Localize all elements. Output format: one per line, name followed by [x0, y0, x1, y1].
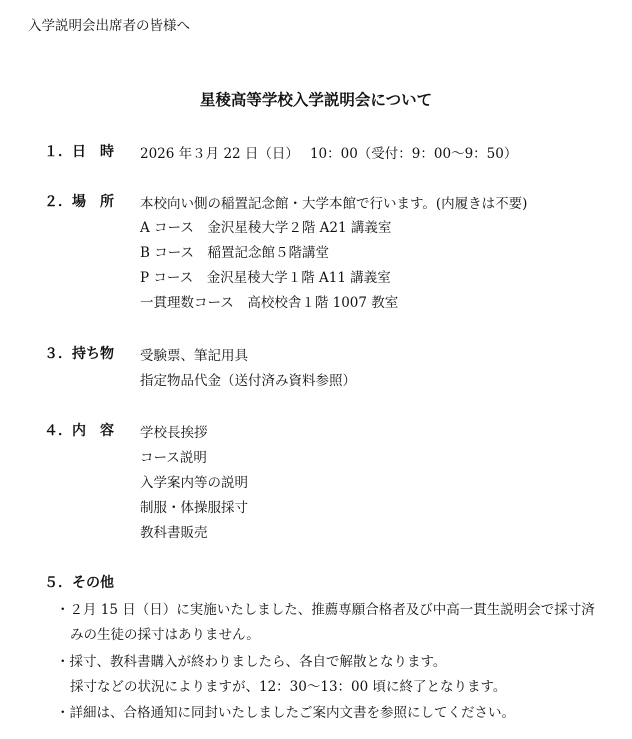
datetime-value: 2026 年３月 22 日（日） 10：00（受付：9：00〜9：50） [140, 146, 518, 162]
contents-line: 教科書販売 [140, 525, 208, 541]
section-heading-contents: ４．内 容 [44, 423, 114, 439]
section-heading-belongings: ３．持ち物 [44, 346, 114, 362]
place-line: 本校向い側の稲置記念館・大学本館で行います。(内履きは不要) [140, 196, 528, 212]
contents-line: コース説明 [140, 450, 207, 466]
other-bullet: ・採寸、教科書購入が終わりましたら、各自で解散となります。 [56, 654, 447, 670]
other-bullet-continuation: みの生徒の採寸はありません。 [70, 627, 260, 643]
contents-line: 学校長挨拶 [140, 425, 208, 441]
place-line: P コース 金沢星稜大学１階 A11 講義室 [140, 270, 391, 286]
section-heading-other: ５．その他 [44, 575, 114, 591]
belongings-line: 指定物品代金（送付済み資料参照） [140, 373, 356, 389]
other-bullet: ・詳細は、合格通知に同封いたしましたご案内文書を参照にしてください。 [56, 705, 515, 721]
place-line: A コース 金沢星稜大学２階 A21 講義室 [140, 220, 392, 236]
contents-line: 入学案内等の説明 [140, 475, 248, 491]
other-bullet-continuation: 採寸などの状況によりますが、12：30〜13：00 頃に終了となります。 [70, 679, 507, 695]
section-heading-place: ２．場 所 [44, 194, 114, 210]
section-heading-datetime: １．日 時 [44, 144, 114, 160]
contents-line: 制服・体操服採寸 [140, 500, 248, 516]
addressee: 入学説明会出席者の皆様へ [28, 18, 190, 34]
other-bullet: ・２月 15 日（日）に実施いたしました、推薦専願合格者及び中高一貫生説明会で採寸済 [56, 602, 595, 618]
document-title: 星稜高等学校入学説明会について [199, 91, 433, 109]
place-line: B コース 稲置記念館５階講堂 [140, 245, 330, 261]
belongings-line: 受験票、筆記用具 [140, 348, 248, 364]
place-line: 一貫理数コース 高校校舎１階 1007 教室 [140, 295, 399, 311]
